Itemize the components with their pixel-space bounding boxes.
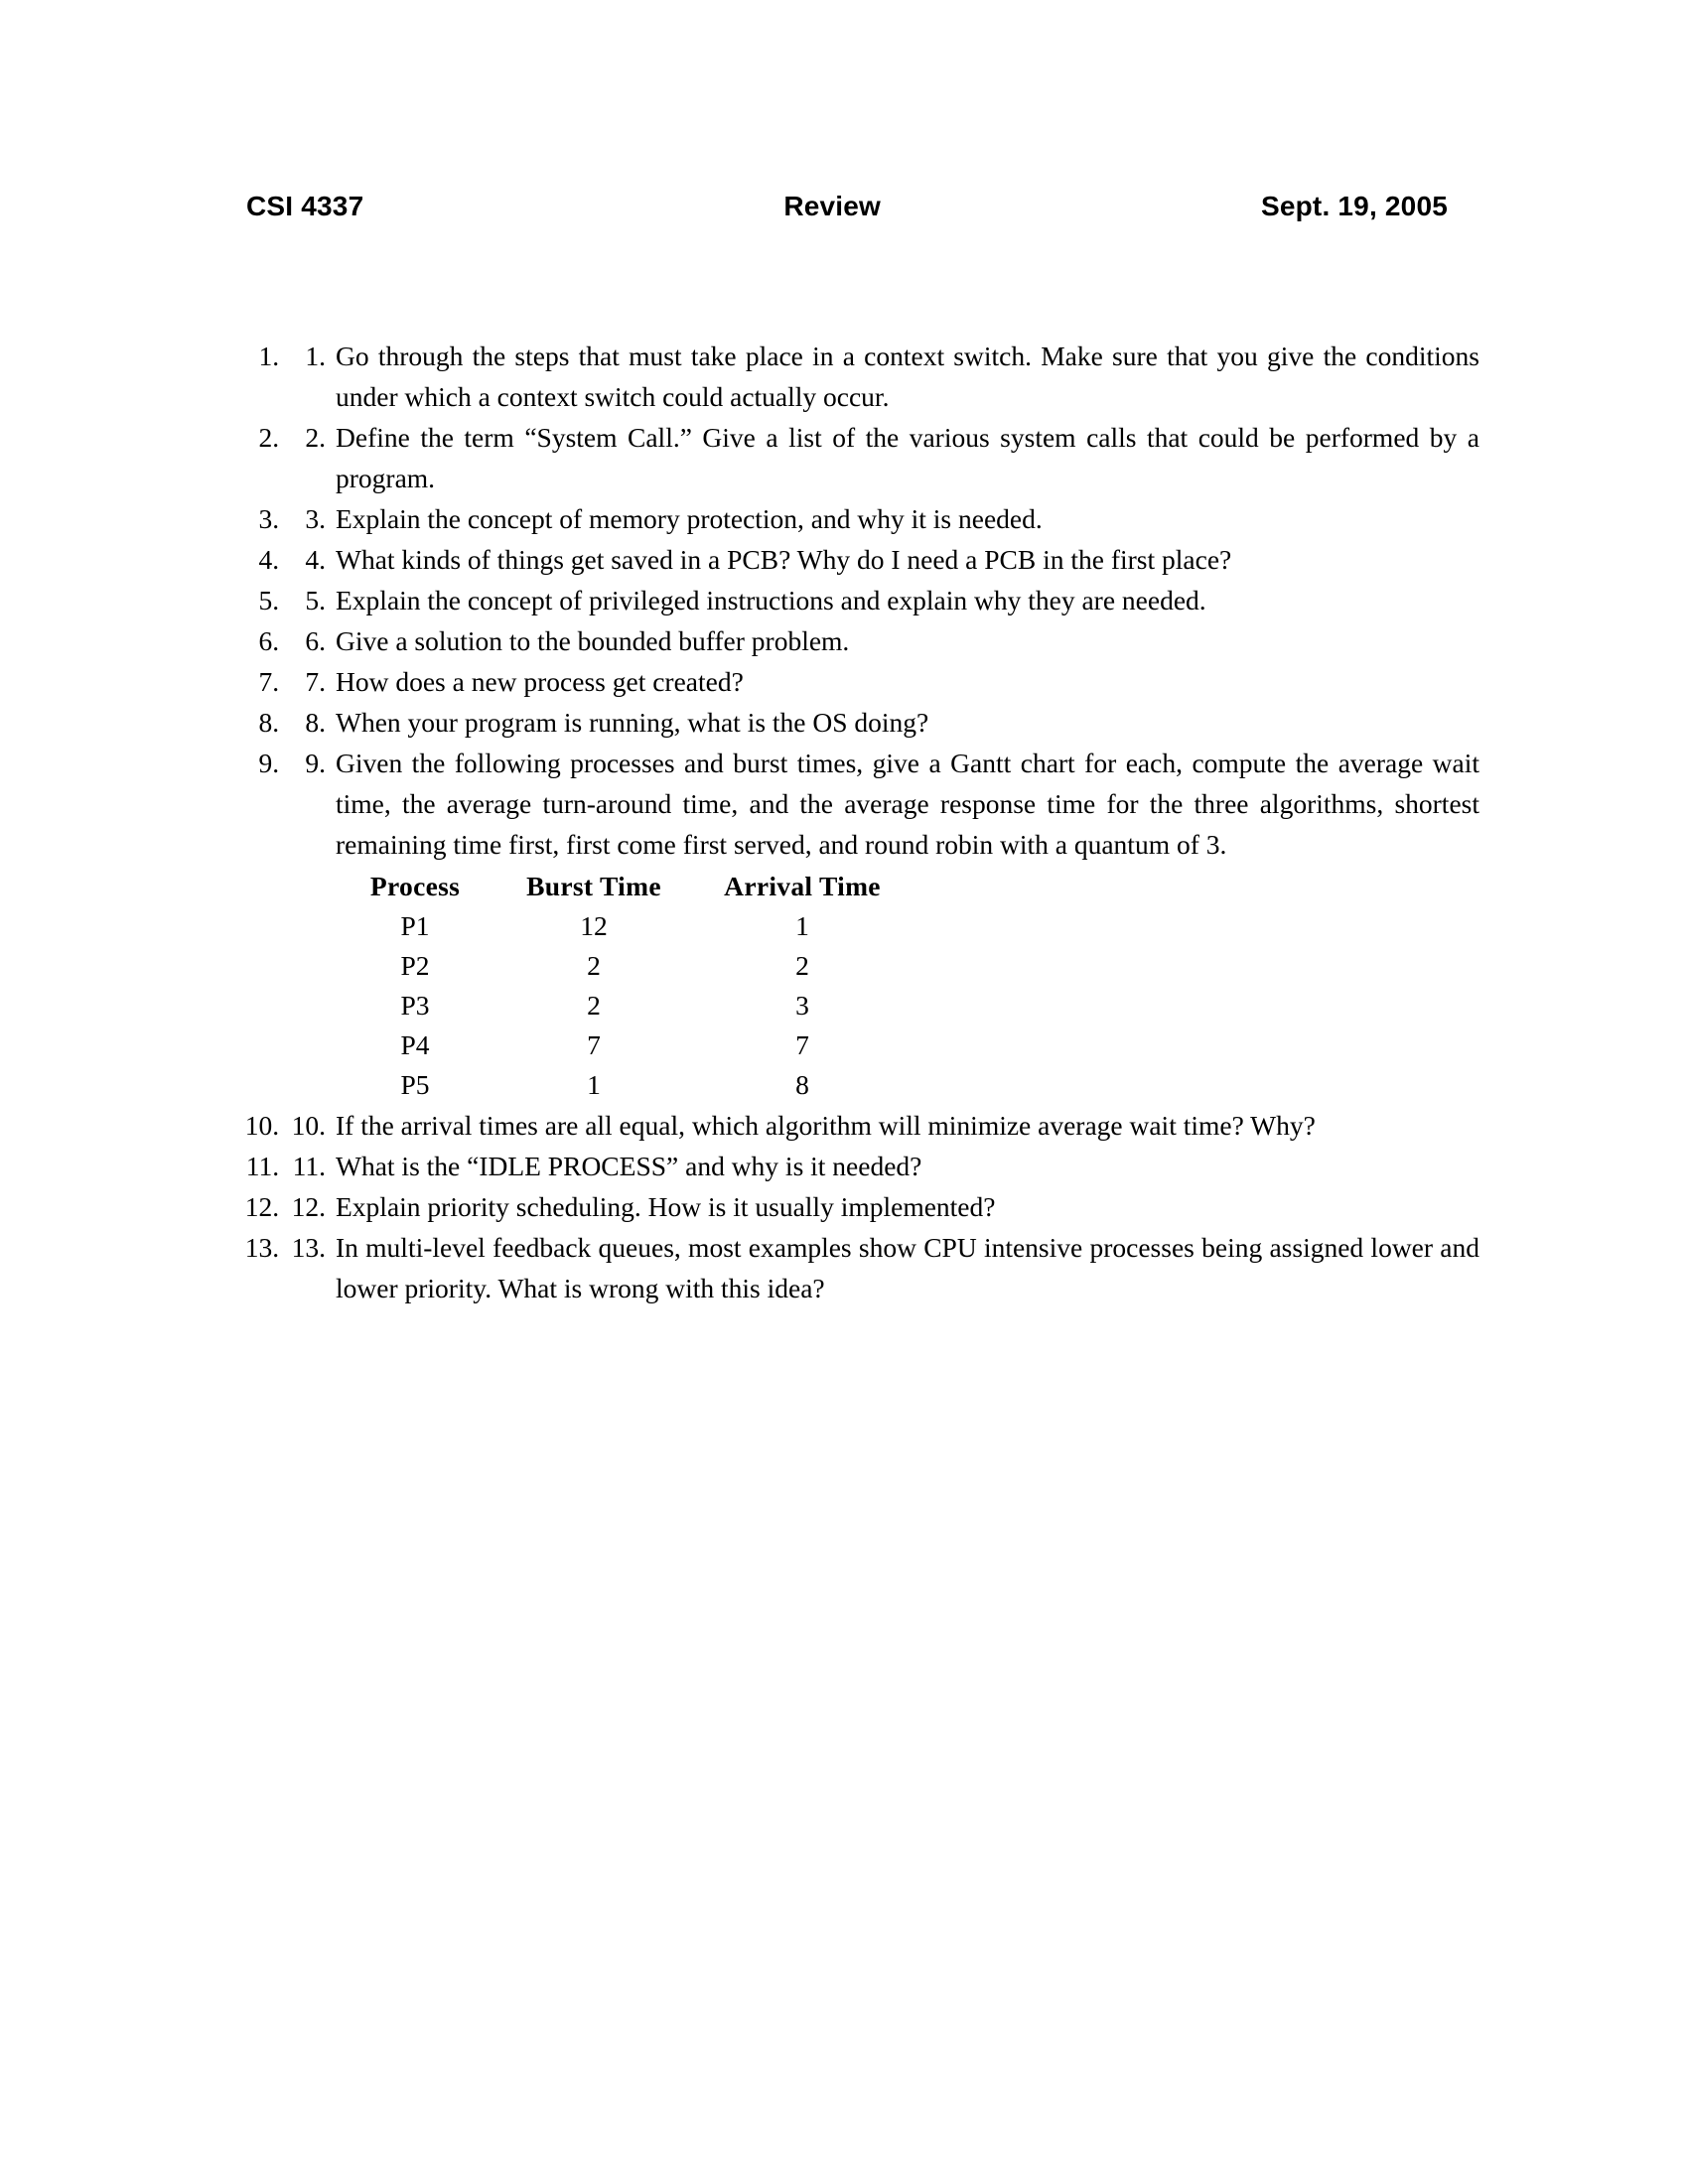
- process-table: [336, 867, 912, 1105]
- column-header-burst-time: Burst Time: [526, 870, 661, 901]
- question-text: Explain priority scheduling. How is it usually implemented?: [336, 1190, 996, 1222]
- question-number: 5. 5.: [305, 584, 326, 615]
- table-row: [336, 946, 912, 986]
- question-text: In multi-level feedback queues, most examples show CPU intensive processes being assigned lower and lower priority. What is wrong with this idea?: [336, 1231, 1479, 1303]
- cell-burst: 12: [580, 909, 608, 941]
- question-number: 6. 6.: [305, 624, 326, 656]
- cell-arrival: 8: [795, 1068, 809, 1100]
- question-text: If the arrival times are all equal, which algorithm will minimize average wait time? Why?: [336, 1109, 1316, 1141]
- course-code: CSI 4337: [246, 191, 364, 221]
- question-number: 4. 4.: [305, 543, 326, 575]
- cell-arrival: 3: [795, 989, 809, 1021]
- question-list: [246, 336, 1479, 1308]
- column-header-process: Process: [369, 870, 461, 901]
- cell-arrival: 2: [795, 949, 809, 981]
- question-item-7: [286, 661, 1479, 702]
- cell-arrival: 1: [795, 909, 809, 941]
- question-number: 8. 8.: [305, 706, 326, 738]
- column-header-arrival-time: Arrival Time: [724, 870, 881, 901]
- cell-process: P2: [400, 949, 430, 981]
- question-number: 11. 11.: [292, 1150, 326, 1181]
- cell-process: P1: [400, 909, 430, 941]
- question-text: Give a solution to the bounded buffer problem.: [336, 624, 850, 656]
- question-text: What is the “IDLE PROCESS” and why is it needed?: [336, 1150, 922, 1181]
- page-title: Review: [783, 191, 882, 221]
- cell-arrival: 7: [795, 1028, 809, 1060]
- document-date: Sept. 19, 2005: [1260, 191, 1448, 221]
- cell-burst: 7: [587, 1028, 601, 1060]
- question-number: 13. 13.: [291, 1231, 326, 1263]
- cell-burst: 2: [587, 949, 601, 981]
- question-number: 12. 12.: [291, 1190, 326, 1222]
- question-text: What kinds of things get saved in a PCB? Why do I need a PCB in the first place?: [336, 543, 1232, 575]
- question-item-5: [286, 580, 1479, 620]
- question-item-3: [286, 498, 1479, 539]
- table-row: [336, 906, 912, 946]
- question-item-12: [286, 1186, 1479, 1227]
- question-number: 9. 9.: [305, 747, 326, 778]
- question-number: 10. 10.: [291, 1109, 326, 1141]
- question-item-6: [286, 620, 1479, 661]
- table-row: [336, 1025, 912, 1065]
- question-item-13: [286, 1227, 1479, 1308]
- cell-burst: 2: [587, 989, 601, 1021]
- table-header-row: [336, 867, 912, 906]
- question-text: Define the term “System Call.” Give a list of the various system calls that could be performed by a program.: [336, 421, 1479, 493]
- cell-process: P4: [400, 1028, 430, 1060]
- question-number: 2. 2.: [305, 421, 326, 453]
- question-item-9: [286, 743, 1479, 1105]
- question-text: Explain the concept of privileged instructions and explain why they are needed.: [336, 584, 1206, 615]
- question-item-11: [286, 1146, 1479, 1186]
- question-item-1: [286, 336, 1479, 417]
- question-text: When your program is running, what is the OS doing?: [336, 706, 929, 738]
- question-item-2: [286, 417, 1479, 498]
- question-text: Explain the concept of memory protection, and why it is needed.: [336, 502, 1043, 534]
- question-text: Go through the steps that must take place in a context switch. Make sure that you give the conditions under which a context switch could actually occur.: [336, 340, 1479, 412]
- process-table-body: [336, 906, 912, 1105]
- question-item-8: [286, 702, 1479, 743]
- question-item-4: [286, 539, 1479, 580]
- cell-burst: 1: [587, 1068, 601, 1100]
- cell-process: P5: [400, 1068, 430, 1100]
- cell-process: P3: [400, 989, 430, 1021]
- process-table-head: [336, 867, 912, 906]
- question-text: How does a new process get created?: [336, 665, 744, 697]
- question-number: 1. 1.: [305, 340, 326, 371]
- question-number: 7. 7.: [305, 665, 326, 697]
- question-text: Given the following processes and burst times, give a Gantt chart for each, compute the average wait time, the average turn-around time, and the average response time for the three algorithms, shortest remaining time first, first come first served, and round robin with a quantum of 3.: [336, 747, 1479, 860]
- question-number: 3. 3.: [305, 502, 326, 534]
- table-row: [336, 1065, 912, 1105]
- document-header: [246, 191, 1448, 230]
- table-row: [336, 986, 912, 1025]
- question-item-10: [286, 1105, 1479, 1146]
